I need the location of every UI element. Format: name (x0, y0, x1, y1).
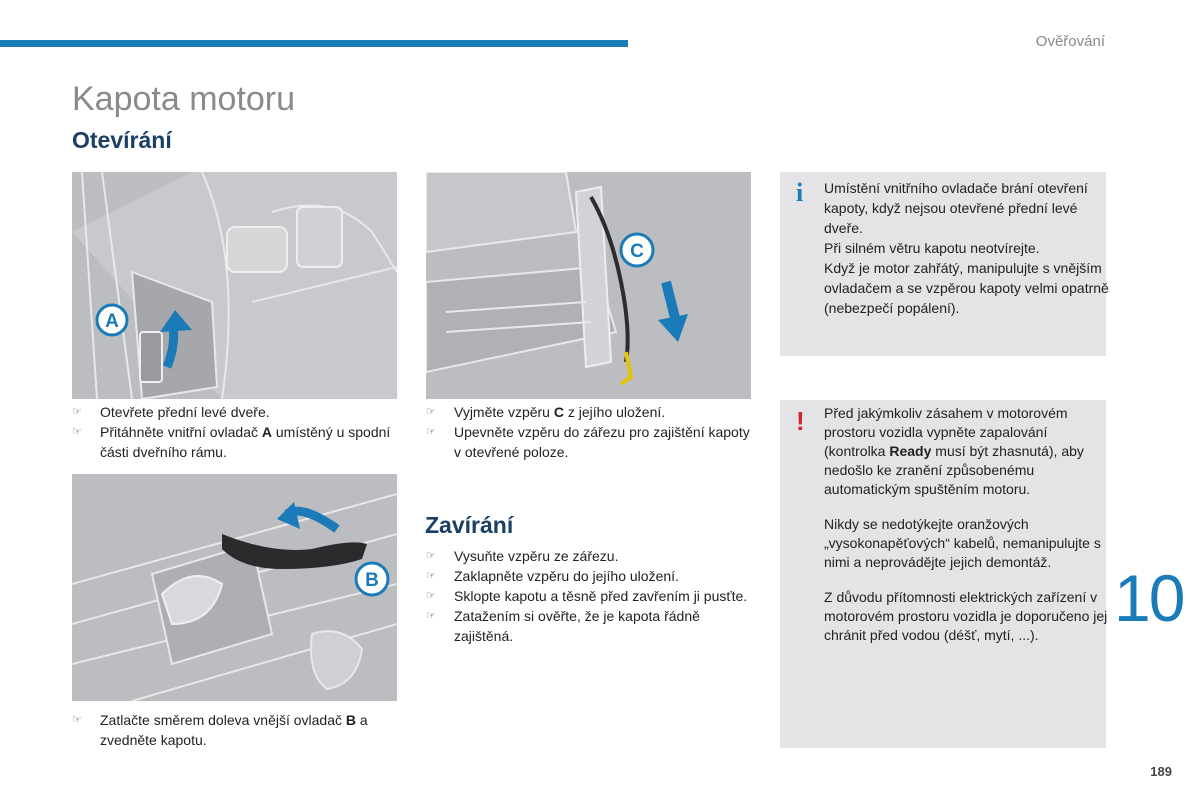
illustration-inner-lever (72, 172, 397, 399)
section-label: Ověřování (1035, 33, 1105, 50)
info-note (780, 172, 1109, 356)
list-item: ☞ Zatažením si ověřte, že je kapota řádně zajištěná. (426, 608, 700, 644)
header-accent-bar (0, 40, 628, 47)
pointing-hand-icon: ☞ (72, 406, 82, 418)
subtitle-opening: Otevírání (72, 127, 172, 153)
list-item: ☞ Otevřete přední levé dveře. (72, 404, 270, 420)
pointing-hand-icon: ☞ (426, 426, 436, 438)
warning-note (780, 400, 1106, 748)
pointing-hand-icon: ☞ (426, 406, 436, 418)
warning-note-text: Před jakýmkoliv zásahem v motorovém prostoru vozidla vypněte zapalování (kontrolka Ready musí být zhasnutá), aby nedošlo ke zranění způsobenému automatickým spuštěním motoru. Nikdy se nedotýkejte oranžových „vysokonapěťových“ kabelů, nemanipulujte s nimi a neprovádějte jejich demontáž. Z důvodu přítomnosti elektrických zařízení v motorovém prostoru vozidla je doporučeno jej chránit před vodou (déšť, mytí, ...). (824, 405, 1108, 643)
steps-closing (426, 546, 756, 646)
steps-opening-outer (72, 710, 402, 750)
pointing-hand-icon: ☞ (72, 426, 82, 438)
callout-a: A (105, 311, 119, 332)
subtitle-closing: Zavírání (425, 512, 514, 538)
pointing-hand-icon: ☞ (72, 714, 82, 726)
figure-bonnet-stay (426, 172, 751, 399)
callout-b: B (365, 570, 379, 591)
info-note-text: Umístění vnitřního ovladače brání otevření kapoty, když nejsou otevřené přední levé dveře. Při silném větru kapotu neotvírejte. Když je motor zahřátý, manipulujte s vnějším ovladačem a se vzpěrou kapoty velmi opatrně (nebezpečí popálení). (824, 180, 1109, 316)
list-item: ☞ Upevněte vzpěru do zářezu pro zajištění kapoty v otevřené poloze. (426, 424, 750, 460)
chapter-number: 10 (1114, 561, 1184, 635)
pointing-hand-icon: ☞ (426, 590, 436, 602)
illustration-bonnet-stay (426, 172, 751, 399)
list-item: ☞ Vyjměte vzpěru C z jejího uložení. (426, 404, 666, 420)
figure-inner-release-lever (72, 172, 397, 399)
page-title: Kapota motoru (72, 80, 296, 118)
callout-c: C (630, 241, 644, 262)
list-item: ☞ Vysuňte vzpěru ze zářezu. (426, 548, 619, 564)
info-icon: i (796, 178, 804, 207)
list-item: ☞ Zaklapněte vzpěru do jejího uložení. (426, 568, 679, 584)
list-item: ☞ Sklopte kapotu a těsně před zavřením ji pusťte. (426, 588, 748, 604)
pointing-hand-icon: ☞ (426, 550, 436, 562)
pointing-hand-icon: ☞ (426, 570, 436, 582)
steps-bonnet-stay (426, 402, 756, 462)
pointing-hand-icon: ☞ (426, 610, 436, 622)
list-item: ☞ Přitáhněte vnitřní ovladač A umístěný u spodní části dveřního rámu. (72, 424, 391, 460)
page-number: 189 (1150, 764, 1172, 779)
warning-icon: ! (796, 406, 805, 436)
steps-opening-inner (72, 402, 402, 462)
list-item: ☞ Zatlačte směrem doleva vnější ovladač B a zvedněte kapotu. (72, 712, 368, 748)
illustration-outer-lever (72, 474, 397, 701)
figure-outer-release-lever (72, 474, 397, 701)
